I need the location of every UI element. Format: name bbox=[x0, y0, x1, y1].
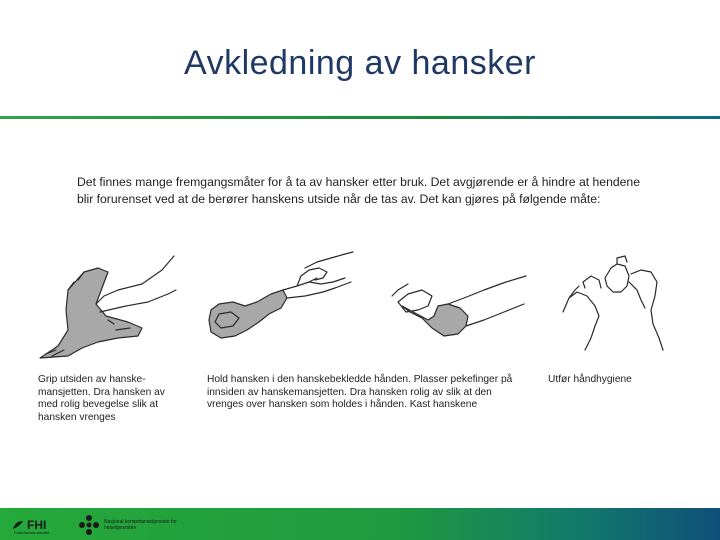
partner-cross-icon bbox=[78, 514, 100, 536]
intro-paragraph: Det finnes mange fremgangsmåter for å ta av hansker etter bruk. Det avgjørende er å hindre at hendene blir forurenset ved at de berører hanskens utside når de tas av. Det kan gjøres på følgende måte: bbox=[77, 175, 640, 206]
hand-hygiene-illustration bbox=[555, 252, 675, 352]
slide-title: Avkledning av hansker bbox=[184, 44, 536, 82]
fhi-leaf-icon bbox=[12, 520, 24, 530]
glove-removed-in-hand-illustration bbox=[388, 272, 528, 344]
step-caption-4: Utfør håndhygiene bbox=[548, 374, 632, 385]
partner-text bbox=[104, 519, 177, 531]
step-caption-2: Hold hansken i den hanskebekledde hånden. Plasser pekefinger på innsiden av hanskemansjetten. Dra hansken rolig av slik at den vrenges over hansken som holdes i hånden. Kast hanskene bbox=[207, 374, 513, 411]
glove-finger-inside-cuff-illustration bbox=[205, 248, 355, 360]
fhi-logo-text: FHI bbox=[27, 518, 47, 532]
step-caption-1: Grip utsiden av hanske-mansjetten. Dra hansken av med rolig bevegelse slik at hansken vrenges bbox=[38, 374, 165, 423]
partner-line-2: helsetjenesten bbox=[104, 525, 137, 531]
title-divider bbox=[0, 116, 720, 119]
partner-line-1: Nasjonal kompetansetjeneste for bbox=[104, 519, 177, 525]
glove-grip-cuff-illustration bbox=[38, 250, 178, 362]
fhi-logo-subtext: Folkehelseinstituttet bbox=[14, 530, 50, 535]
footer-band bbox=[0, 508, 720, 540]
